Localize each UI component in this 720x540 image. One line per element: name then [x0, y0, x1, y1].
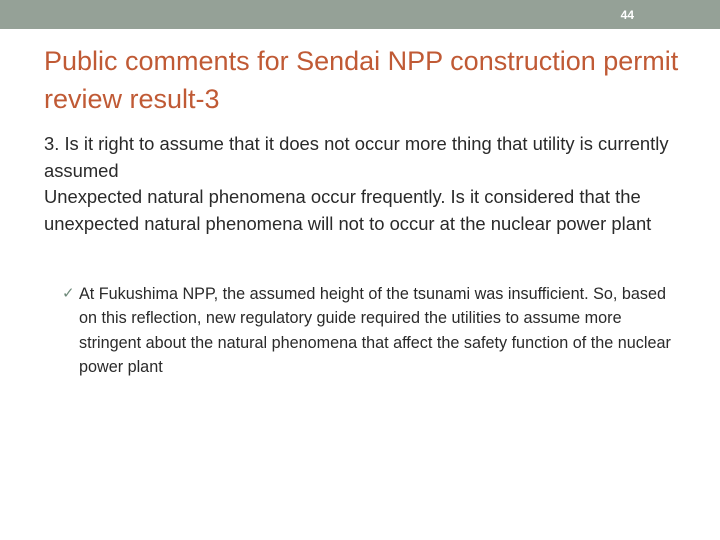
- header-bar: [0, 0, 720, 29]
- slide-title: Public comments for Sendai NPP construction permit review result-3: [44, 46, 679, 114]
- page-number: 44: [620, 8, 634, 22]
- checkmark-icon: ✓: [62, 285, 75, 302]
- question-paragraph: 3. Is it right to assume that it does not occur more thing that utility is currently assumed: [44, 133, 669, 181]
- slide-body: [44, 131, 694, 237]
- comment-paragraph: Unexpected natural phenomena occur frequently. Is it considered that the unexpected natural phenomena will not to occur at the nuclear power plant: [44, 186, 652, 234]
- answer-bullet-text: At Fukushima NPP, the assumed height of the tsunami was insufficient. So, based on this reflection, new regulatory guide required the utilities to assume more stringent about the natural phenomena that affect the safety function of the nuclear power plant: [79, 285, 671, 376]
- answer-bullet: [62, 282, 679, 379]
